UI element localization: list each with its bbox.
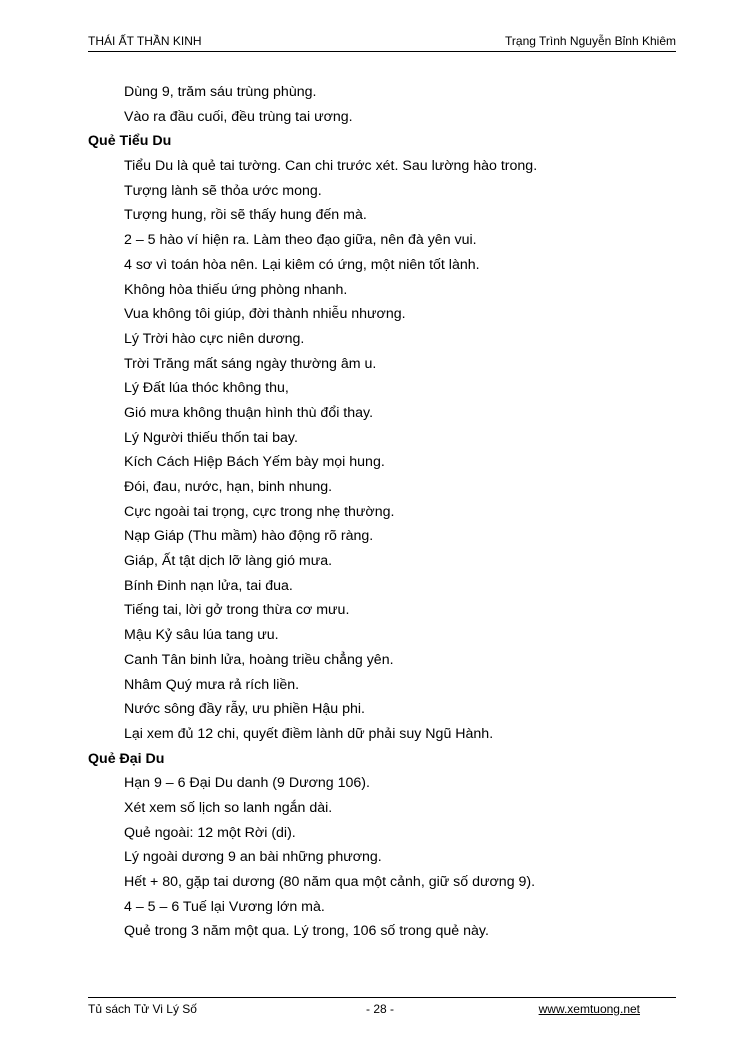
verse-line: Tượng hung, rồi sẽ thấy hung đến mà. — [124, 207, 367, 224]
verse-line: Dùng 9, trăm sáu trùng phùng. — [124, 84, 317, 100]
verse-line: 4 – 5 – 6 Tuế lại Vương lớn mà. — [124, 898, 325, 915]
verse-line: Hết + 80, gặp tai dương (80 năm qua một cảnh, giữ số dương 9). — [124, 874, 536, 890]
document-body — [88, 80, 688, 944]
verse-line: Lý ngoài dương 9 an bài những phương. — [124, 849, 382, 866]
verse-line: Đói, đau, nước, hạn, binh nhung. — [124, 479, 333, 495]
verse-line: Gió mưa không thuận hình thù đổi thay. — [124, 404, 374, 421]
verse-line: 2 – 5 hào ví hiện ra. Làm theo đạo giữa, nên đà yên vui. — [124, 232, 477, 249]
verse-line: Nạp Giáp (Thu mầm) hào động rõ ràng. — [124, 528, 374, 545]
verse-line: Nước sông đầy rẫy, ưu phiền Hậu phi. — [124, 701, 365, 718]
footer-website-link[interactable]: www.xemtuong.net — [538, 1002, 640, 1016]
verse-line: Mậu Kỷ sâu lúa tang ưu. — [124, 627, 279, 644]
verse-line: Hạn 9 – 6 Đại Du danh (9 Dương 106). — [124, 775, 370, 792]
verse-line: 4 sơ vì toán hòa nên. Lại kiêm có ứng, một niên tốt lành. — [124, 256, 480, 273]
verse-line: Kích Cách Hiệp Bách Yếm bày mọi hung. — [124, 454, 385, 471]
verse-line: Lý Người thiếu thốn tai bay. — [124, 429, 298, 446]
verse-line: Xét xem số lịch so lanh ngắn dài. — [124, 799, 333, 816]
verse-line: Tượng lành sẽ thỏa ước mong. — [124, 182, 322, 199]
verse-line: Không hòa thiếu ứng phòng nhanh. — [124, 281, 348, 298]
verse-line: Lại xem đủ 12 chi, quyết điềm lành dữ phải suy Ngũ Hành. — [124, 725, 494, 742]
verse-line: Bính Đinh nạn lửa, tai đua. — [124, 577, 293, 594]
verse-line: Vào ra đầu cuối, đều trùng tai ương. — [124, 108, 353, 125]
footer-collection-name: Tủ sách Tử Vi Lý Số — [88, 1002, 197, 1016]
page-footer — [88, 1002, 676, 1018]
verse-line: Trời Trăng mất sáng ngày thường âm u. — [124, 355, 377, 372]
section-heading: Quẻ Tiểu Du — [88, 133, 172, 150]
header-author: Trạng Trình Nguyễn Bỉnh Khiêm — [505, 34, 676, 48]
verse-line: Tiếng tai, lời gở trong thừa cơ mưu. — [124, 602, 350, 619]
verse-line: Tiểu Du là quẻ tai tường. Can chi trước xét. Sau lường hào trong. — [124, 158, 538, 175]
verse-line: Lý Đất lúa thóc không thu, — [124, 380, 289, 397]
header-book-title: THÁI ẤT THẦN KINH — [88, 34, 202, 48]
footer-divider — [88, 997, 676, 998]
page-header — [88, 34, 676, 52]
verse-line: Cực ngoài tai trọng, cực trong nhẹ thường. — [124, 503, 395, 520]
verse-line: Vua không tôi giúp, đời thành nhiễu nhương. — [124, 306, 406, 323]
verse-line: Lý Trời hào cực niên dương. — [124, 330, 305, 347]
page-number: - 28 - — [366, 1002, 395, 1016]
verse-line: Nhâm Quý mưa rả rích liền. — [124, 676, 300, 693]
verse-line: Canh Tân binh lửa, hoàng triều chẳng yên. — [124, 651, 394, 668]
verse-line: Giáp, Ất tật dịch lỡ làng gió mưa. — [124, 553, 333, 570]
header-divider — [88, 51, 676, 52]
verse-line: Quẻ trong 3 năm một qua. Lý trong, 106 số trong quẻ này. — [124, 923, 489, 940]
verse-line: Quẻ ngoài: 12 một Rời (di). — [124, 824, 296, 841]
section-heading: Quẻ Đại Du — [88, 750, 165, 767]
